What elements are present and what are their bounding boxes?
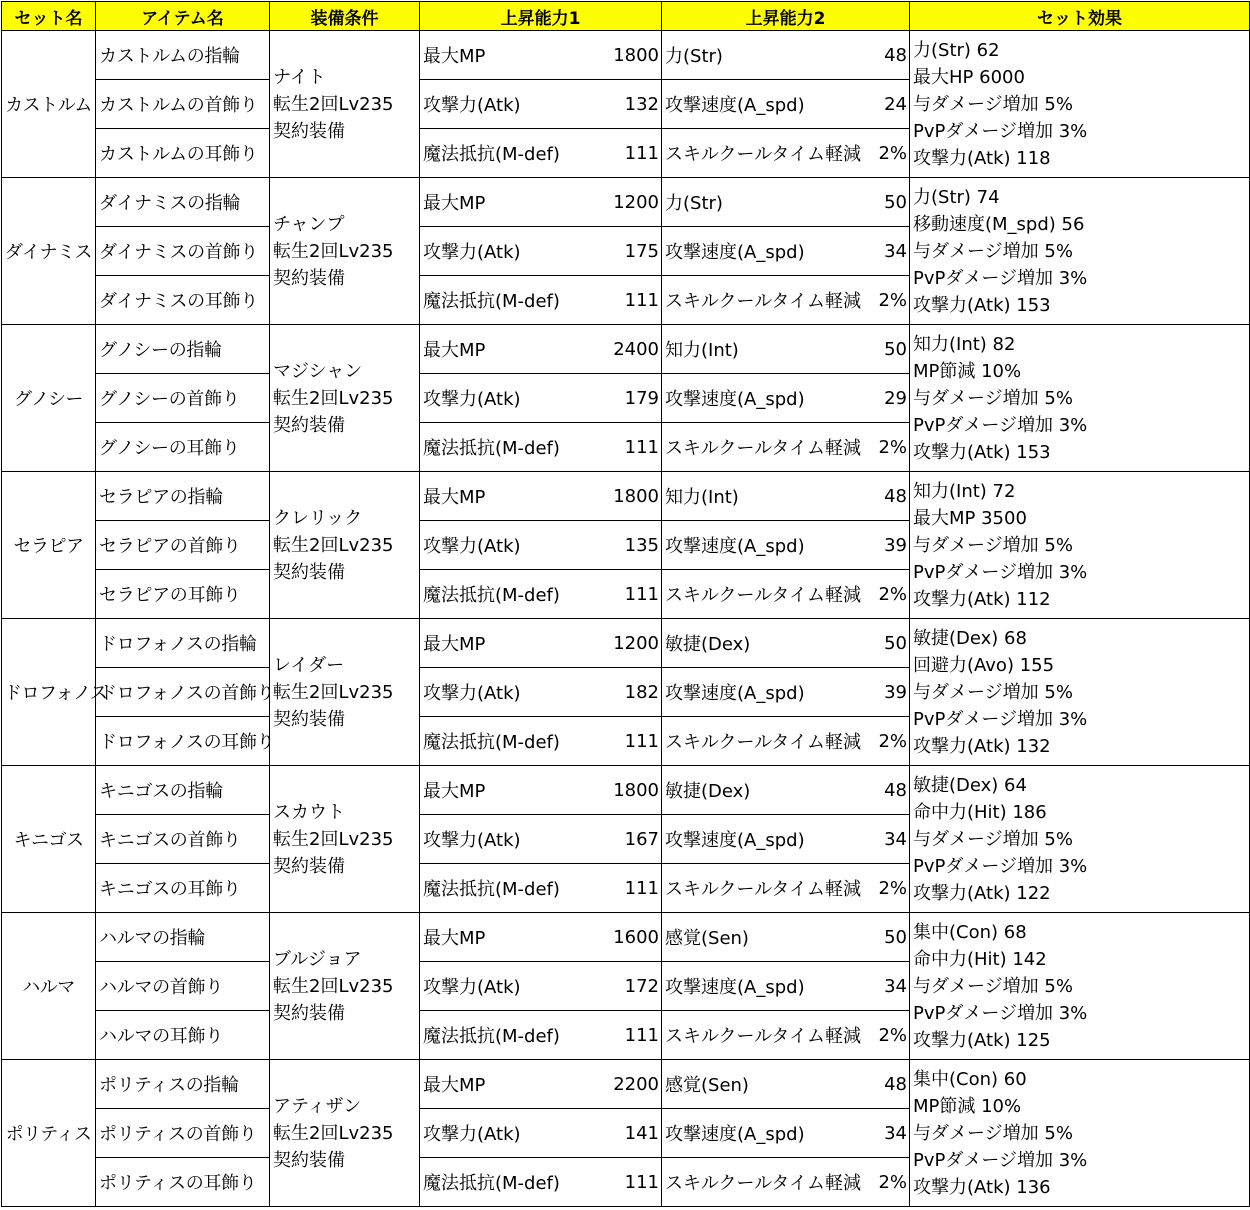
set-effect-line: PvPダメージ増加 3%: [913, 1149, 1088, 1171]
set-effect-line: 攻撃力(Atk) 132: [913, 735, 1051, 757]
ability1-value: 1800: [588, 31, 662, 80]
set-effect-line: PvPダメージ増加 3%: [913, 267, 1088, 289]
ability2-value: 2%: [862, 1158, 910, 1207]
ability1-value: 172: [588, 962, 662, 1011]
table-row: [2, 31, 1250, 80]
header-condition: 装備条件: [270, 2, 420, 31]
condition-line: 転生2回Lv235: [273, 681, 394, 703]
ability2-value: 50: [862, 619, 910, 668]
ability1-value: 179: [588, 374, 662, 423]
ability1-name: 魔法抵抗(M-def): [420, 129, 588, 178]
condition-line: 転生2回Lv235: [273, 1122, 394, 1144]
condition-line: 契約装備: [273, 561, 345, 583]
ability1-name: 攻撃力(Atk): [420, 815, 588, 864]
ability1-value: 1800: [588, 472, 662, 521]
ability2-value: 2%: [862, 1011, 910, 1060]
condition-cell: [270, 913, 420, 1060]
header-item-name: アイテム名: [96, 2, 270, 31]
ability2-name: 敏捷(Dex): [662, 766, 862, 815]
ability2-name: 攻撃速度(A_spd): [662, 374, 862, 423]
set-effect-line: MP節減 10%: [913, 360, 1022, 382]
set-name-cell: ポリティス: [2, 1060, 96, 1207]
ability1-value: 182: [588, 668, 662, 717]
ability1-name: 魔法抵抗(M-def): [420, 276, 588, 325]
ability2-value: 48: [862, 31, 910, 80]
ability1-name: 魔法抵抗(M-def): [420, 1011, 588, 1060]
set-table: [1, 1, 1250, 1207]
table-row: [2, 178, 1250, 227]
ability1-name: 最大MP: [420, 325, 588, 374]
ability2-value: 2%: [862, 129, 910, 178]
set-effect-line: 敏捷(Dex) 64: [913, 774, 1027, 796]
ability2-name: 知力(Int): [662, 472, 862, 521]
ability2-name: スキルクールタイム軽減: [662, 276, 862, 325]
set-name-cell: キニゴス: [2, 766, 96, 913]
condition-line: 転生2回Lv235: [273, 93, 394, 115]
ability1-name: 攻撃力(Atk): [420, 374, 588, 423]
ability2-name: 力(Str): [662, 178, 862, 227]
condition-line: 契約装備: [273, 414, 345, 436]
set-effect-cell: [910, 1060, 1250, 1207]
item-name-cell: カストルムの首飾り: [96, 80, 270, 129]
ability1-value: 111: [588, 129, 662, 178]
condition-line: 契約装備: [273, 708, 345, 730]
header-row: [2, 2, 1250, 31]
ability2-name: 攻撃速度(A_spd): [662, 521, 862, 570]
ability2-name: 敏捷(Dex): [662, 619, 862, 668]
ability2-name: スキルクールタイム軽減: [662, 717, 862, 766]
item-name-cell: グノシーの指輪: [96, 325, 270, 374]
ability2-name: スキルクールタイム軽減: [662, 570, 862, 619]
set-effect-line: 攻撃力(Atk) 118: [913, 147, 1051, 169]
set-effect-line: 攻撃力(Atk) 153: [913, 441, 1051, 463]
item-name-cell: ハルマの首飾り: [96, 962, 270, 1011]
ability2-name: 攻撃速度(A_spd): [662, 80, 862, 129]
set-effect-line: 最大HP 6000: [913, 66, 1025, 88]
ability2-value: 39: [862, 668, 910, 717]
ability2-name: スキルクールタイム軽減: [662, 1011, 862, 1060]
ability2-name: スキルクールタイム軽減: [662, 129, 862, 178]
set-name-cell: ダイナミス: [2, 178, 96, 325]
ability1-value: 1200: [588, 619, 662, 668]
set-name-cell: グノシー: [2, 325, 96, 472]
ability1-name: 魔法抵抗(M-def): [420, 423, 588, 472]
condition-line: 転生2回Lv235: [273, 240, 394, 262]
condition-line: マジシャン: [273, 360, 363, 382]
item-name-cell: ポリティスの耳飾り: [96, 1158, 270, 1207]
item-name-cell: グノシーの耳飾り: [96, 423, 270, 472]
set-effect-line: 最大MP 3500: [913, 507, 1027, 529]
set-effect-line: 与ダメージ増加 5%: [913, 240, 1073, 262]
table-row: [2, 619, 1250, 668]
item-name-cell: ポリティスの首飾り: [96, 1109, 270, 1158]
header-ability1: 上昇能力1: [420, 2, 662, 31]
ability1-name: 攻撃力(Atk): [420, 1109, 588, 1158]
item-name-cell: カストルムの指輪: [96, 31, 270, 80]
set-effect-line: 与ダメージ増加 5%: [913, 387, 1073, 409]
ability2-value: 2%: [862, 717, 910, 766]
condition-line: チャンプ: [273, 213, 345, 235]
ability2-name: 感覚(Sen): [662, 1060, 862, 1109]
condition-line: 転生2回Lv235: [273, 534, 394, 556]
condition-cell: [270, 31, 420, 178]
ability1-value: 111: [588, 570, 662, 619]
condition-line: 契約装備: [273, 1002, 345, 1024]
item-name-cell: グノシーの首飾り: [96, 374, 270, 423]
condition-line: 転生2回Lv235: [273, 387, 394, 409]
item-name-cell: キニゴスの首飾り: [96, 815, 270, 864]
set-effect-line: 攻撃力(Atk) 122: [913, 882, 1051, 904]
ability2-value: 2%: [862, 423, 910, 472]
ability2-value: 29: [862, 374, 910, 423]
ability2-value: 34: [862, 227, 910, 276]
set-effect-line: 命中力(Hit) 142: [913, 948, 1047, 970]
ability2-name: 感覚(Sen): [662, 913, 862, 962]
table-row: [2, 1060, 1250, 1109]
ability1-name: 最大MP: [420, 178, 588, 227]
item-name-cell: ポリティスの指輪: [96, 1060, 270, 1109]
condition-line: 契約装備: [273, 267, 345, 289]
ability2-value: 48: [862, 766, 910, 815]
condition-cell: [270, 619, 420, 766]
set-effect-cell: [910, 472, 1250, 619]
set-effect-line: 与ダメージ増加 5%: [913, 681, 1073, 703]
ability1-value: 1800: [588, 766, 662, 815]
set-effect-line: 攻撃力(Atk) 112: [913, 588, 1051, 610]
table-row: [2, 913, 1250, 962]
set-effect-line: 移動速度(M_spd) 56: [913, 213, 1085, 235]
ability1-value: 111: [588, 1158, 662, 1207]
set-effect-line: MP節減 10%: [913, 1095, 1022, 1117]
item-name-cell: セラピアの耳飾り: [96, 570, 270, 619]
ability1-name: 最大MP: [420, 619, 588, 668]
set-effect-line: 与ダメージ増加 5%: [913, 828, 1073, 850]
set-effect-cell: [910, 31, 1250, 178]
ability2-value: 2%: [862, 570, 910, 619]
ability2-value: 2%: [862, 864, 910, 913]
header-set-effect: セット効果: [910, 2, 1250, 31]
ability2-value: 48: [862, 1060, 910, 1109]
set-effect-line: 回避力(Avo) 155: [913, 654, 1055, 676]
condition-line: スカウト: [273, 801, 345, 823]
set-effect-line: 命中力(Hit) 186: [913, 801, 1047, 823]
ability1-value: 141: [588, 1109, 662, 1158]
ability2-name: 攻撃速度(A_spd): [662, 668, 862, 717]
set-name-cell: セラピア: [2, 472, 96, 619]
ability1-value: 132: [588, 80, 662, 129]
set-effect-line: 与ダメージ増加 5%: [913, 93, 1073, 115]
set-effect-line: 知力(Int) 72: [913, 480, 1016, 502]
item-name-cell: カストルムの耳飾り: [96, 129, 270, 178]
ability1-name: 最大MP: [420, 1060, 588, 1109]
set-effect-cell: [910, 913, 1250, 1060]
ability1-name: 魔法抵抗(M-def): [420, 570, 588, 619]
condition-cell: [270, 178, 420, 325]
table-row: [2, 766, 1250, 815]
ability1-name: 攻撃力(Atk): [420, 521, 588, 570]
item-name-cell: ドロフォノスの指輪: [96, 619, 270, 668]
set-effect-line: PvPダメージ増加 3%: [913, 708, 1088, 730]
ability1-value: 1600: [588, 913, 662, 962]
ability2-value: 48: [862, 472, 910, 521]
item-name-cell: ドロフォノスの首飾り: [96, 668, 270, 717]
header-set-name: セット名: [2, 2, 96, 31]
set-effect-line: 集中(Con) 68: [913, 921, 1027, 943]
condition-line: 転生2回Lv235: [273, 828, 394, 850]
set-effect-cell: [910, 766, 1250, 913]
ability1-value: 111: [588, 423, 662, 472]
condition-line: レイダー: [273, 654, 345, 676]
ability1-name: 最大MP: [420, 913, 588, 962]
condition-cell: [270, 325, 420, 472]
ability1-name: 攻撃力(Atk): [420, 80, 588, 129]
set-effect-line: 力(Str) 62: [913, 39, 1000, 61]
condition-line: アティザン: [273, 1095, 362, 1117]
condition-line: 転生2回Lv235: [273, 975, 394, 997]
item-name-cell: ハルマの指輪: [96, 913, 270, 962]
ability2-value: 34: [862, 962, 910, 1011]
condition-line: ブルジョア: [273, 948, 362, 970]
table-row: [2, 472, 1250, 521]
ability1-name: 攻撃力(Atk): [420, 962, 588, 1011]
set-effect-cell: [910, 619, 1250, 766]
set-effect-line: 攻撃力(Atk) 125: [913, 1029, 1051, 1051]
item-name-cell: ダイナミスの耳飾り: [96, 276, 270, 325]
set-name-cell: カストルム: [2, 31, 96, 178]
ability1-value: 135: [588, 521, 662, 570]
ability1-value: 111: [588, 864, 662, 913]
ability1-name: 攻撃力(Atk): [420, 668, 588, 717]
ability1-name: 攻撃力(Atk): [420, 227, 588, 276]
set-effect-line: PvPダメージ増加 3%: [913, 414, 1088, 436]
ability1-value: 175: [588, 227, 662, 276]
item-name-cell: ドロフォノスの耳飾り: [96, 717, 270, 766]
ability2-name: 攻撃速度(A_spd): [662, 1109, 862, 1158]
item-name-cell: ハルマの耳飾り: [96, 1011, 270, 1060]
ability1-name: 最大MP: [420, 766, 588, 815]
set-effect-line: 与ダメージ増加 5%: [913, 975, 1073, 997]
set-effect-line: PvPダメージ増加 3%: [913, 120, 1088, 142]
ability2-value: 24: [862, 80, 910, 129]
ability2-name: スキルクールタイム軽減: [662, 1158, 862, 1207]
ability1-value: 111: [588, 276, 662, 325]
ability2-value: 2%: [862, 276, 910, 325]
item-name-cell: キニゴスの指輪: [96, 766, 270, 815]
set-effect-line: 集中(Con) 60: [913, 1068, 1027, 1090]
ability1-name: 魔法抵抗(M-def): [420, 717, 588, 766]
set-effect-line: 知力(Int) 82: [913, 333, 1016, 355]
table-row: [2, 325, 1250, 374]
item-name-cell: ダイナミスの首飾り: [96, 227, 270, 276]
condition-line: クレリック: [273, 507, 363, 529]
ability1-value: 1200: [588, 178, 662, 227]
set-name-cell: ハルマ: [2, 913, 96, 1060]
set-effect-line: PvPダメージ増加 3%: [913, 561, 1088, 583]
ability2-value: 34: [862, 1109, 910, 1158]
ability1-value: 111: [588, 717, 662, 766]
set-name-cell: ドロフォノス: [2, 619, 96, 766]
ability2-value: 50: [862, 178, 910, 227]
set-effect-line: 与ダメージ増加 5%: [913, 1122, 1073, 1144]
set-effect-cell: [910, 325, 1250, 472]
ability2-name: 知力(Int): [662, 325, 862, 374]
item-name-cell: ダイナミスの指輪: [96, 178, 270, 227]
item-name-cell: セラピアの首飾り: [96, 521, 270, 570]
item-name-cell: セラピアの指輪: [96, 472, 270, 521]
set-effect-line: 力(Str) 74: [913, 186, 1000, 208]
ability2-name: 力(Str): [662, 31, 862, 80]
condition-line: 契約装備: [273, 120, 345, 142]
ability1-name: 魔法抵抗(M-def): [420, 864, 588, 913]
set-effect-line: 与ダメージ増加 5%: [913, 534, 1073, 556]
ability2-value: 39: [862, 521, 910, 570]
ability2-name: スキルクールタイム軽減: [662, 864, 862, 913]
ability2-name: スキルクールタイム軽減: [662, 423, 862, 472]
ability2-value: 50: [862, 913, 910, 962]
item-name-cell: キニゴスの耳飾り: [96, 864, 270, 913]
condition-line: 契約装備: [273, 855, 345, 877]
header-ability2: 上昇能力2: [662, 2, 910, 31]
set-effect-line: PvPダメージ増加 3%: [913, 855, 1088, 877]
condition-line: ナイト: [273, 66, 326, 88]
ability1-value: 167: [588, 815, 662, 864]
set-effect-line: 敏捷(Dex) 68: [913, 627, 1027, 649]
ability1-name: 最大MP: [420, 472, 588, 521]
ability2-value: 34: [862, 815, 910, 864]
set-effect-line: 攻撃力(Atk) 136: [913, 1176, 1051, 1198]
set-effect-line: PvPダメージ増加 3%: [913, 1002, 1088, 1024]
ability2-name: 攻撃速度(A_spd): [662, 962, 862, 1011]
condition-cell: [270, 472, 420, 619]
condition-cell: [270, 1060, 420, 1207]
ability1-value: 2400: [588, 325, 662, 374]
ability2-name: 攻撃速度(A_spd): [662, 815, 862, 864]
ability2-value: 50: [862, 325, 910, 374]
ability1-name: 最大MP: [420, 31, 588, 80]
ability1-value: 111: [588, 1011, 662, 1060]
set-effect-cell: [910, 178, 1250, 325]
ability2-name: 攻撃速度(A_spd): [662, 227, 862, 276]
condition-cell: [270, 766, 420, 913]
condition-line: 契約装備: [273, 1149, 345, 1171]
ability1-name: 魔法抵抗(M-def): [420, 1158, 588, 1207]
ability1-value: 2200: [588, 1060, 662, 1109]
set-effect-line: 攻撃力(Atk) 153: [913, 294, 1051, 316]
